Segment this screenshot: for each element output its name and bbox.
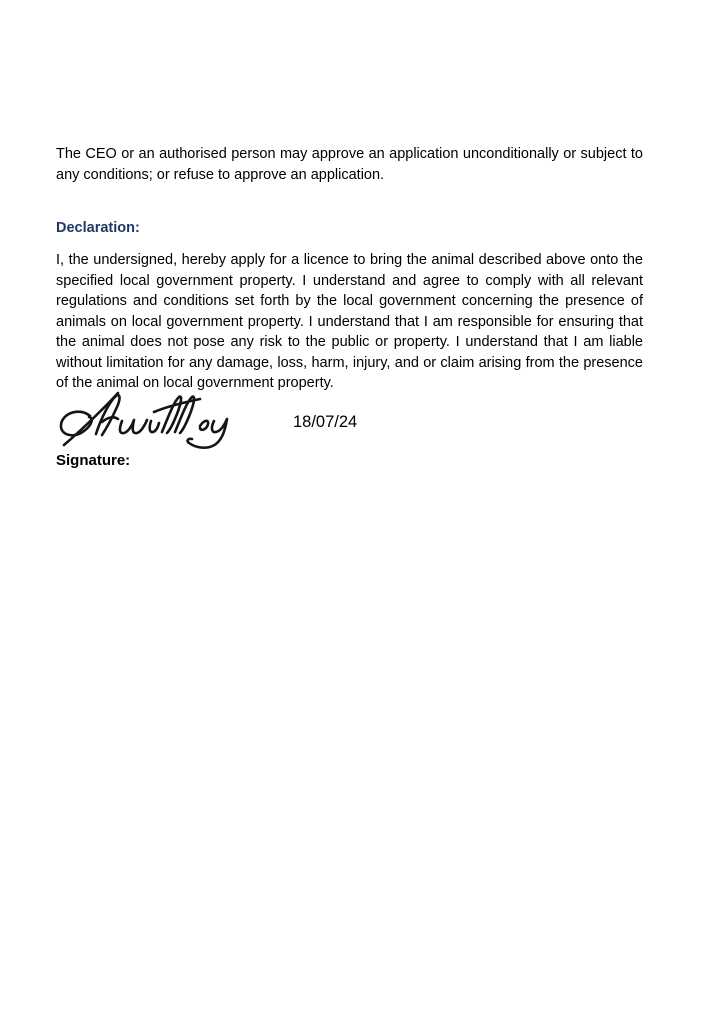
signature-date: 18/07/24 [293,412,358,431]
intro-paragraph: The CEO or an authorised person may approve an application unconditionally or subject to any conditions; or refuse to approve an application. [56,146,643,183]
declaration-heading: Declaration: [56,220,140,236]
signature-row [56,388,643,454]
declaration-body: I, the undersigned, hereby apply for a licence to bring the animal described above onto the specified local government property. I understand and agree to comply with all relevant regulations and conditions set forth by the local government concerning the presence of animals on local government property. I understand that I am responsible for ensuring that the animal does not pose any risk to the public or property. I understand that I am liable without limitation for any damage, loss, harm, injury, and or claim arising from the presence of the animal on local government property. [56,252,643,391]
document-content [56,144,643,470]
handwritten-signature-icon [48,388,253,454]
signature-label: Signature: [56,451,131,469]
